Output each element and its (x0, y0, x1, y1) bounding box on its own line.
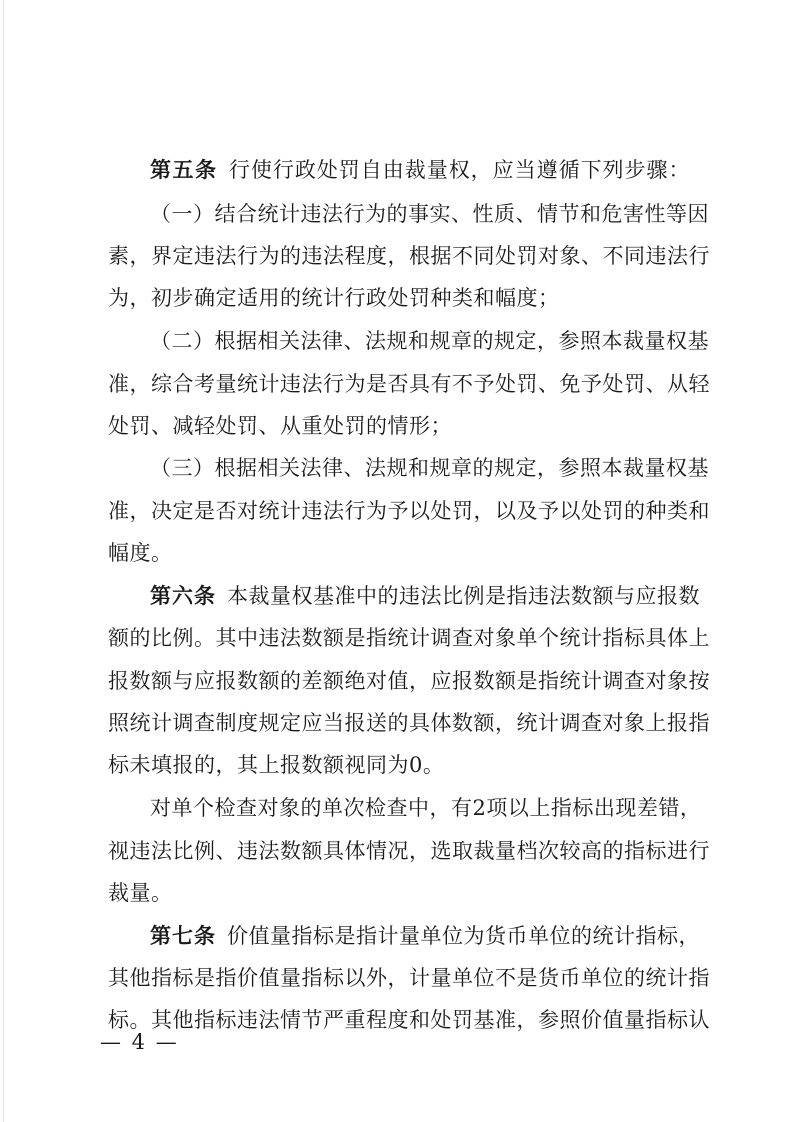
article-heading: 第六条 (150, 583, 216, 608)
article-heading: 第七条 (150, 923, 216, 948)
line-text: 本裁量权基准中的违法比例是指违法数额与应报数 (227, 584, 700, 608)
text-line: 为，初步确定适用的统计行政处罚种类和幅度； (108, 286, 560, 310)
text-line: 处罚、减轻处罚、从重处罚的情形； (108, 414, 452, 438)
text-line: 幅度。 (108, 541, 173, 565)
text-line: 视违法比例、违法数额具体情况，选取裁量档次较高的指标进行 (108, 839, 710, 863)
text-line (150, 155, 690, 185)
article-heading: 第五条 (150, 157, 218, 182)
text-line (150, 921, 700, 951)
page-number: — 4 — (100, 1030, 179, 1054)
text-line: 准，综合考量统计违法行为是否具有不予处罚、免予处罚、从轻 (108, 372, 710, 396)
text-line: 准，决定是否对统计违法行为予以处罚，以及予以处罚的种类和 (108, 499, 710, 523)
text-line: 标。其他指标违法情节严重程度和处罚基准，参照价值量指标认 (108, 1008, 710, 1032)
text-line: 报数额与应报数额的差额绝对值，应报数额是指统计调查对象按 (108, 669, 710, 693)
text-line: （二）根据相关法律、法规和规章的规定，参照本裁量权基 (150, 329, 709, 353)
line-text: 行使行政处罚自由裁量权，应当遵循下列步骤： (228, 158, 690, 182)
text-line: （一）结合统计违法行为的事实、性质、情节和危害性等因 (150, 202, 709, 226)
text-line: 其他指标是指价值量指标以外，计量单位不是货币单位的统计指 (108, 966, 710, 990)
text-line: （三）根据相关法律、法规和规章的规定，参照本裁量权基 (150, 456, 709, 480)
text-line: 素，界定违法行为的违法程度，根据不同处罚对象、不同违法行 (108, 244, 710, 268)
text-line: 对单个检查对象的单次检查中，有2项以上指标出现差错， (150, 796, 702, 820)
text-line: 照统计调查制度规定应当报送的具体数额，统计调查对象上报指 (108, 711, 710, 735)
text-line: 裁量。 (108, 881, 173, 905)
line-text: 价值量指标是指计量单位为货币单位的统计指标， (227, 924, 700, 948)
text-line: 额的比例。其中违法数额是指统计调查对象单个统计指标具体上 (108, 626, 710, 650)
text-line (150, 581, 700, 611)
text-line: 标未填报的，其上报数额视同为0。 (108, 753, 445, 777)
page-edge (3, 0, 4, 1122)
